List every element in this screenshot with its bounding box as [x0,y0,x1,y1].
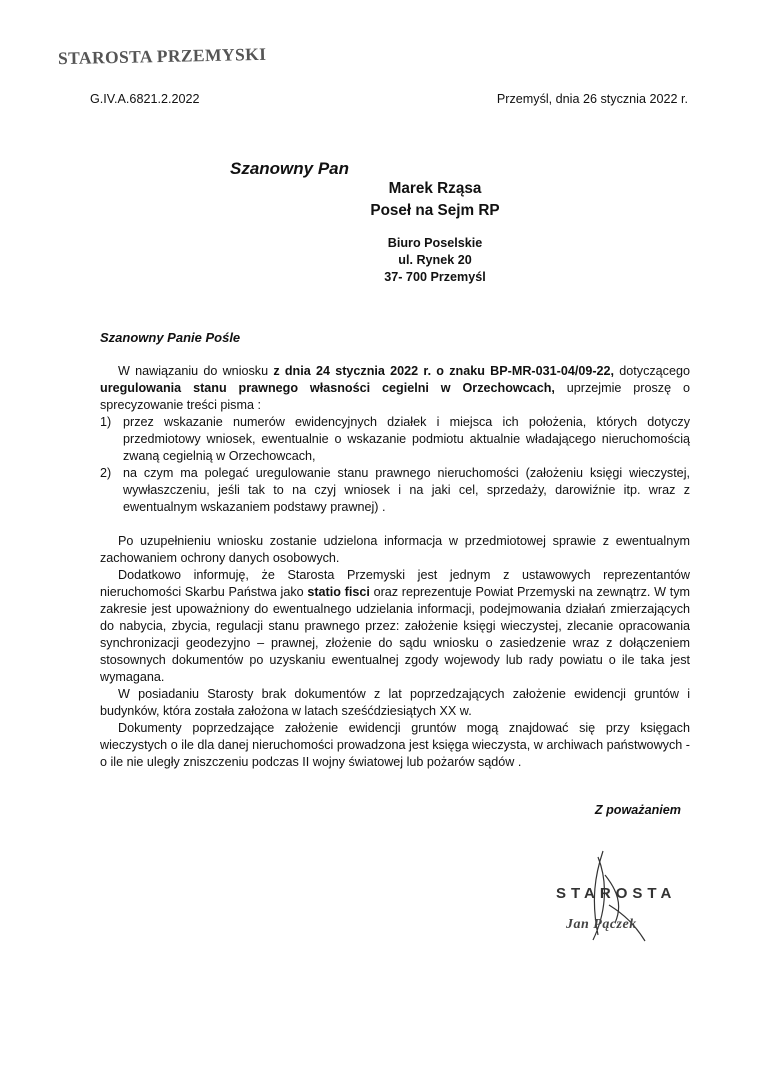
recipient-name: Marek Rząsa [388,180,482,197]
letter-body [100,363,690,771]
recipient-greeting: Szanowny Pan [230,159,350,178]
recipient-office: Biuro Poselskie [387,236,483,250]
request-subject: uregulowania stanu prawnego własności cegielni w Orzechowcach, [100,381,555,395]
reference-number: G.IV.A.6821.2.2022 [90,92,200,106]
request-list [100,414,690,516]
list-item-text: przez wskazanie numerów ewidencyjnych działek i miejsca ich położenia, których dotyczy przedmiotowy wniosek, ewentualnie o wskazanie podmiotu aktualnie władającego nieruchomością zwaną cegielnią w Orzechowcach, [123,415,690,463]
text-span: uprzejmie proszę o sprecyzowanie treści pisma : [100,381,690,412]
list-item-text: na czym ma polegać uregulowanie stanu prawnego nieruchomości (założeniu księgi wieczystej, wywłaszczeniu, jeśli tak to na czyj wniosek i na jaki cel, sprzedaży, darowiźnie itp. wraz z ewentualnym wskazaniem podstawy prawnej) . [123,466,690,514]
list-number: 1) [100,415,112,429]
closing-regards: Z poważaniem [594,803,681,817]
text-span: Dodatkowo informuję, że Starosta Przemyski jest jednym z ustawowych reprezentantów nieruchomości Skarbu Państwa jako [100,568,690,599]
list-number: 2) [100,466,112,480]
place-and-date: Przemyśl, dnia 26 stycznia 2022 r. [496,92,688,106]
paragraph-archives: Dokumenty poprzedzające założenie ewidencji gruntów mogą znajdować się przy księgach wieczystych o ile dla danej nieruchomości prowadzona jest księga wieczysta, w archiwach państwowych - o ile nie uległy zniszczeniu podczas II wojny światowej lub pożarów sądów . [100,721,690,769]
office-stamp: STAROSTA PRZEMYSKI [57,43,267,69]
request-reference: z dnia 24 stycznia 2022 r. o znaku BP-MR-031-04/09-22, [273,364,615,378]
statio-fisci: statio fisci [307,585,370,599]
paragraph-completion: Po uzupełnieniu wniosku zostanie udzielona informacja w przedmiotowej sprawie z ewentualnym zachowaniem ochrony danych osobowych. [100,534,690,565]
paragraph-request [100,363,690,414]
list-item [100,414,690,465]
recipient-title: Poseł na Sejm RP [370,202,500,219]
signatory-name: Jan Pączek [566,917,637,932]
recipient-street: ul. Rynek 20 [398,253,472,267]
paragraph-no-documents: W posiadaniu Starosty brak dokumentów z lat poprzedzających założenie ewidencji gruntów i budynków, która została założona w latach sześćdziesiątych XX w. [100,687,690,718]
text-span: oraz reprezentuje Powiat Przemyski na zewnątrz. W tym zakresie jest upoważniony do ewentualnego udzielania informacji, podejmowania działań zmierzających do nabycia, zbycia, regulacji stanu prawnego przez: założenie księgi wieczystej, zlecanie opracowania synchronizacji geodezyjno – prawnej, złożenie do sądu wniosku o zasiedzenie wraz z dołączeniem stosownych dokumentów po uzyskaniu ewentualnej zgody wojewody lub rady powiatu o ile taka jest wymagana. [100,585,690,684]
paragraph-additional-info [100,567,690,686]
recipient-city: 37- 700 Przemyśl [384,270,486,284]
salutation: Szanowny Panie Pośle [100,330,241,345]
list-item [100,465,690,516]
signatory-title: STAROSTA [556,885,677,902]
text-span: W nawiązaniu do wniosku [118,364,274,378]
text-span: dotyczącego [614,364,690,378]
